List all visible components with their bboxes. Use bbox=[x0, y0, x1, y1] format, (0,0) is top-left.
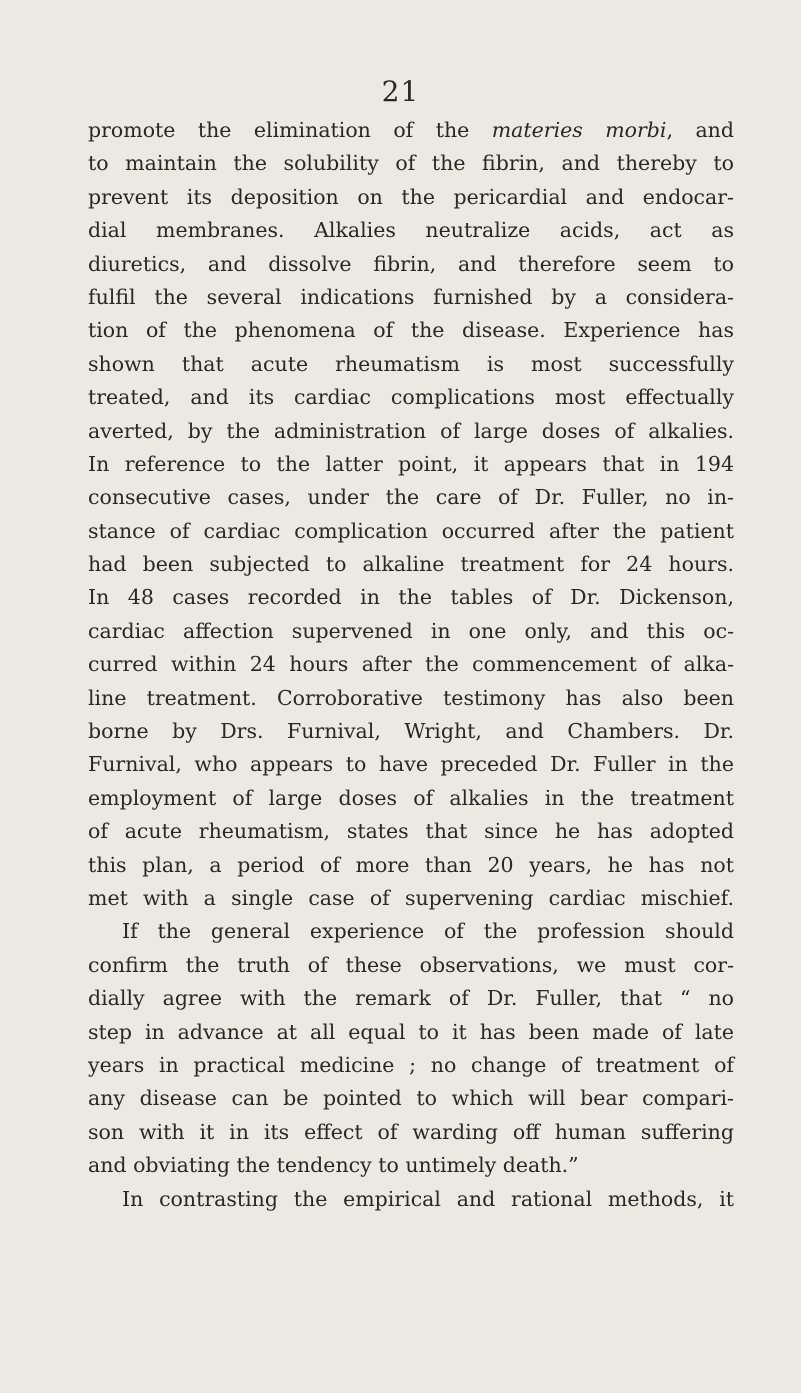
italic-phrase: materies morbi bbox=[491, 118, 667, 142]
text-line: line treatment. Corroborative testimony has also been bbox=[88, 685, 734, 710]
text-line: If the general experience of the profession should bbox=[122, 919, 734, 944]
paragraph bbox=[88, 915, 734, 1182]
text-line: any disease can be pointed to which will bear compari- bbox=[88, 1086, 734, 1111]
body-text bbox=[88, 114, 734, 1216]
text-line: treated, and its cardiac complications most effectually bbox=[88, 385, 734, 410]
text-line: and obviating the tendency to untimely death.” bbox=[88, 1153, 579, 1178]
text-line: promote the elimination of the materies morbi, and bbox=[88, 118, 734, 142]
page-number: 21 bbox=[381, 75, 420, 108]
text-line: curred within 24 hours after the commencement of alka- bbox=[88, 652, 734, 677]
text-line: dially agree with the remark of Dr. Fuller, that “ no bbox=[88, 986, 734, 1011]
paragraph bbox=[88, 114, 734, 915]
text-line: met with a single case of supervening cardiac mischief. bbox=[88, 885, 734, 910]
text-line: to maintain the solubility of the fibrin, and thereby to bbox=[88, 151, 734, 176]
text-line: dial membranes. Alkalies neutralize acids, act as bbox=[88, 218, 734, 243]
text-line: averted, by the administration of large doses of alkalies. bbox=[88, 418, 734, 443]
text-line: fulfil the several indications furnished by a considera- bbox=[88, 284, 734, 309]
text-line: of acute rheumatism, states that since he has adopted bbox=[88, 819, 734, 844]
text-line: consecutive cases, under the care of Dr. Fuller, no in- bbox=[88, 485, 734, 510]
text-line: had been subjected to alkaline treatment for 24 hours. bbox=[88, 552, 734, 577]
text-line: years in practical medicine ; no change of treatment of bbox=[88, 1052, 734, 1077]
text-line: shown that acute rheumatism is most successfully bbox=[88, 351, 734, 376]
text-line: borne by Drs. Furnival, Wright, and Chambers. Dr. bbox=[88, 719, 734, 744]
text-line: Furnival, who appears to have preceded Dr. Fuller in the bbox=[88, 752, 734, 777]
text-line: tion of the phenomena of the disease. Experience has bbox=[88, 318, 734, 343]
text-line: In reference to the latter point, it appears that in 194 bbox=[88, 451, 734, 476]
text-line: In contrasting the empirical and rational methods, it bbox=[122, 1186, 734, 1211]
text-line: diuretics, and dissolve fibrin, and therefore seem to bbox=[88, 251, 734, 276]
text-line: step in advance at all equal to it has been made of late bbox=[88, 1019, 734, 1044]
text-line: employment of large doses of alkalies in the treatment bbox=[88, 785, 734, 810]
text-line: In 48 cases recorded in the tables of Dr. Dickenson, bbox=[88, 585, 734, 610]
text-line: prevent its deposition on the pericardial and endocar- bbox=[88, 184, 734, 209]
text-line: this plan, a period of more than 20 years, he has not bbox=[88, 852, 734, 877]
text-line: cardiac affection supervened in one only, and this oc- bbox=[88, 618, 734, 643]
paragraph bbox=[88, 1183, 734, 1216]
text-line: stance of cardiac complication occurred after the patient bbox=[88, 518, 734, 543]
text-line: confirm the truth of these observations, we must cor- bbox=[88, 952, 734, 977]
text-line: son with it in its effect of warding off human suffering bbox=[88, 1119, 734, 1144]
